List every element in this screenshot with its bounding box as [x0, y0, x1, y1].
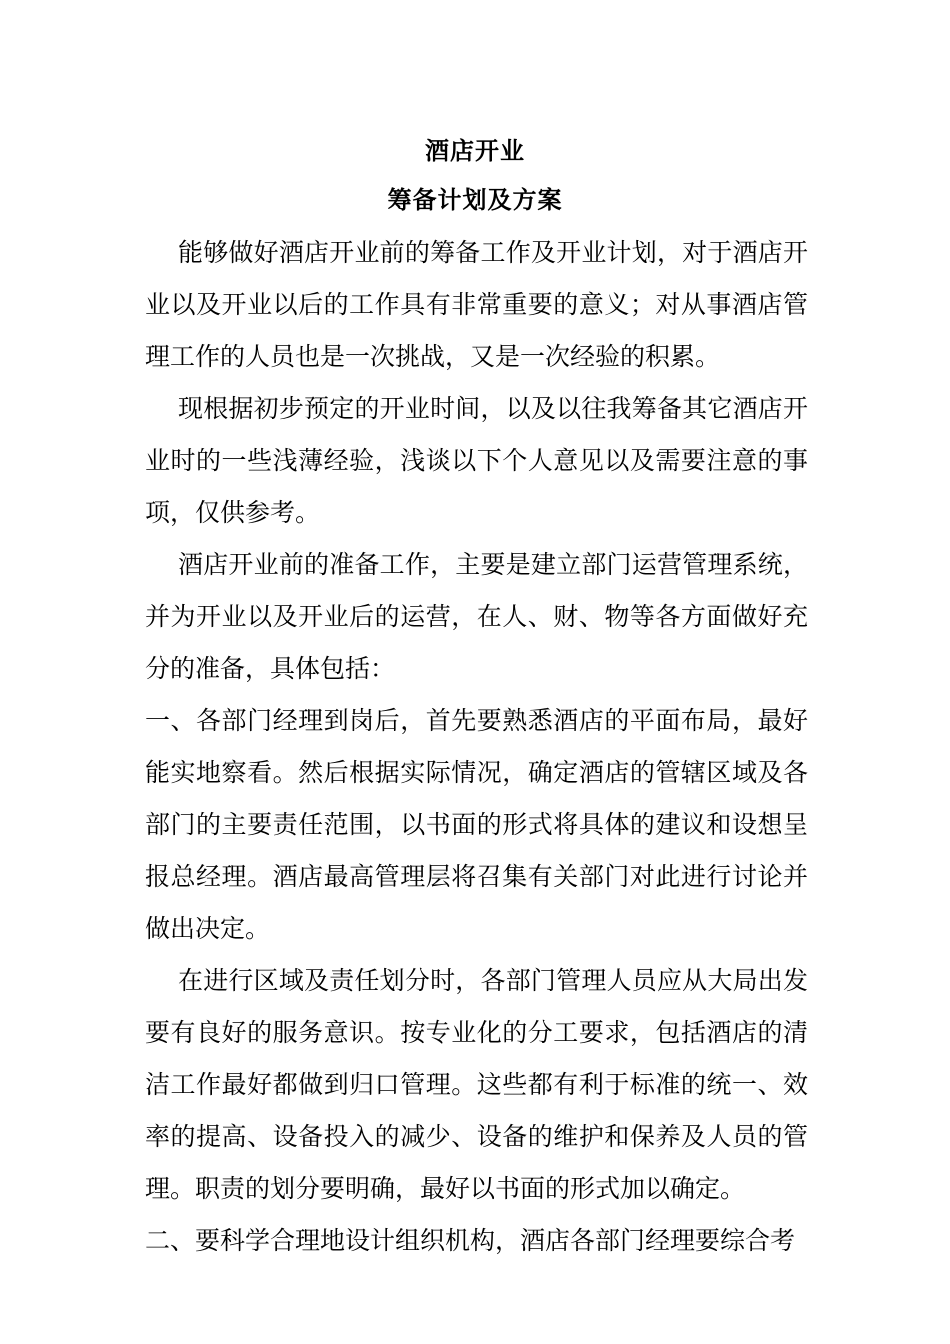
document-subtitle: 筹备计划及方案 — [387, 186, 563, 214]
paragraph-item-two: 二、要科学合理地设计组织机构，酒店各部门经理要综合考 — [145, 1226, 796, 1255]
paragraph-intro: 能够做好酒店开业前的筹备工作及开业计划，对于酒店开业以及开业以后的工作具有非常重要的意义；对从事酒店管理工作的人员也是一次挑战，又是一次经验的积累。 — [145, 238, 808, 371]
paragraph-division: 在进行区域及责任划分时，各部门管理人员应从大局出发要有良好的服务意识。按专业化的分工要求，包括酒店的清洁工作最好都做到归口管理。这些都有利于标准的统一、效率的提高、设备投入的减少、设备的维护和保养及人员的管理。职责的划分要明确，最好以书面的形式加以确定。 — [145, 966, 808, 1203]
paragraph-opinion: 现根据初步预定的开业时间，以及以往我筹备其它酒店开业时的一些浅薄经验，浅谈以下个人意见以及需要注意的事项，仅供参考。 — [145, 394, 808, 527]
document-title: 酒店开业 — [425, 137, 525, 165]
paragraph-item-one: 一、各部门经理到岗后，首先要熟悉酒店的平面布局，最好能实地察看。然后根据实际情况，确定酒店的管辖区域及各部门的主要责任范围，以书面的形式将具体的建议和设想呈报总经理。酒店最高管理层将召集有关部门对此进行讨论并做出决定。 — [145, 706, 808, 943]
document-body — [145, 227, 808, 1267]
paragraph-preparation: 酒店开业前的准备工作，主要是建立部门运营管理系统，并为开业以及开业后的运营，在人、财、物等各方面做好充分的准备，具体包括： — [145, 550, 808, 683]
